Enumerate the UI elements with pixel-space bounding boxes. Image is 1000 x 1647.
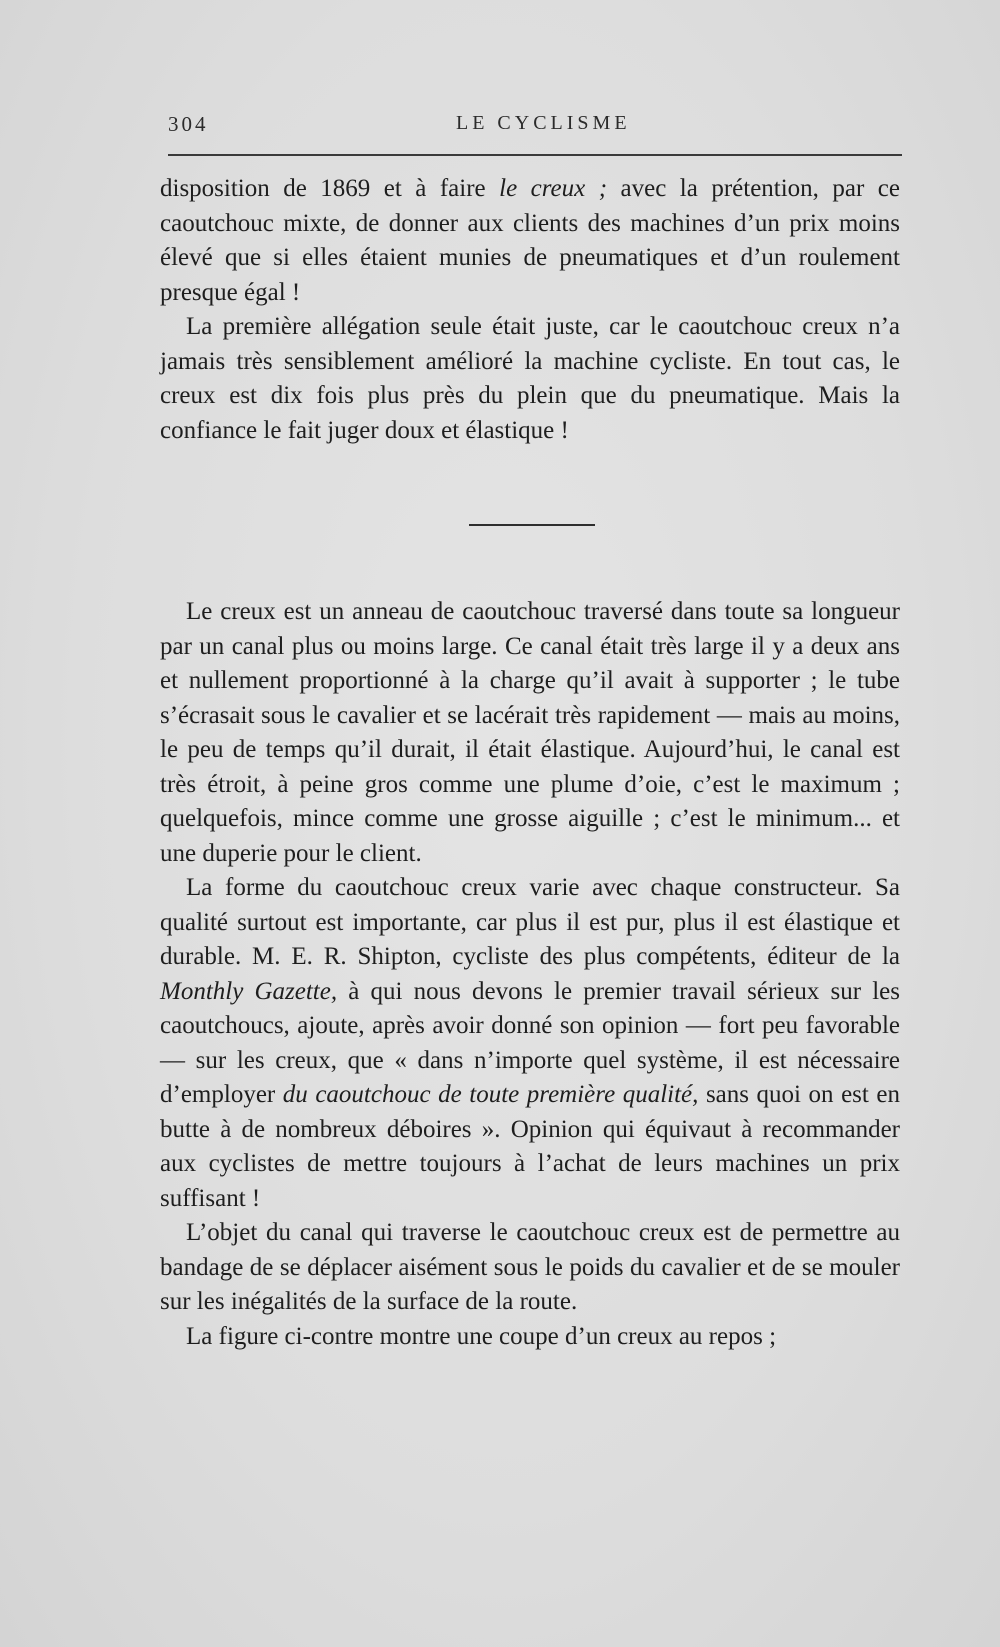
text-run: sans quoi on est en butte à de nombreux déboires ». Opinion qui équivaut à recommander aux cyclistes de mettre toujours à l’achat de leurs machines un prix suffisant ! (160, 1081, 900, 1212)
text-run: à qui nous devons le premier travail sérieux sur les caoutchoucs, ajoute, après avoir donné son opinion — fort peu favorable — sur les creux, que « dans n’importe quel système, il est nécessaire d’employer (160, 977, 901, 1108)
paragraph (160, 172, 900, 310)
italic-phrase: le creux ; (499, 175, 608, 202)
header-rule (168, 154, 902, 156)
page-number: 304 (168, 112, 209, 136)
running-title: LE CYCLISME (456, 112, 631, 134)
text-run: disposition de 1869 et à faire (160, 175, 500, 202)
paragraph: La première allégation seule était juste, car le caoutchouc creux n’a jamais très sensiblement amélioré la machine cycliste. En tout cas, le creux est dix fois plus près du plein que du pneumatique. Mais la confiance le fait juger doux et élastique ! (160, 313, 900, 444)
paragraph (160, 871, 900, 1216)
italic-phrase: Monthly Gazette, (160, 977, 338, 1005)
text-block-bottom (160, 595, 900, 1354)
text-run: avec la prétention, par ce caoutchouc mixte, de donner aux clients des machines d’un prix moins élevé que si elles étaient munies de pneumatiques et d’un roulement presque égal ! (160, 175, 900, 306)
text-run: La forme du caoutchouc creux varie avec chaque constructeur. Sa qualité surtout est importante, car plus il est pur, plus il est élastique et durable. M. E. R. Shipton, cycliste des plus compétents, éditeur de la (160, 874, 900, 970)
paragraph: L’objet du canal qui traverse le caoutchouc creux est de permettre au bandage de se déplacer aisément sous le poids du cavalier et de se mouler sur les inégalités de la surface de la route. (160, 1219, 900, 1315)
text-block-top (160, 172, 900, 448)
section-divider (469, 524, 595, 526)
paragraph: Le creux est un anneau de caoutchouc traversé dans toute sa longueur par un canal plus ou moins large. Ce canal était très large il y a deux ans et nullement proportionné à la charge qu’il avait à supporter ; le tube s’écrasait sous le cavalier et se lacérait très rapidement — mais au moins, le peu de temps qu’il durait, il était élastique. Aujourd’hui, le canal est très étroit, à peine gros comme une plume d’oie, c’est le maximum ; quelquefois, mince comme une grosse aiguille ; c’est le minimum... et une duperie pour le client. (160, 598, 900, 867)
paragraph: La figure ci-contre montre une coupe d’un creux au repos ; (186, 1322, 777, 1350)
italic-phrase: du caoutchouc de toute première qualité, (282, 1081, 699, 1108)
page-header (168, 108, 904, 144)
